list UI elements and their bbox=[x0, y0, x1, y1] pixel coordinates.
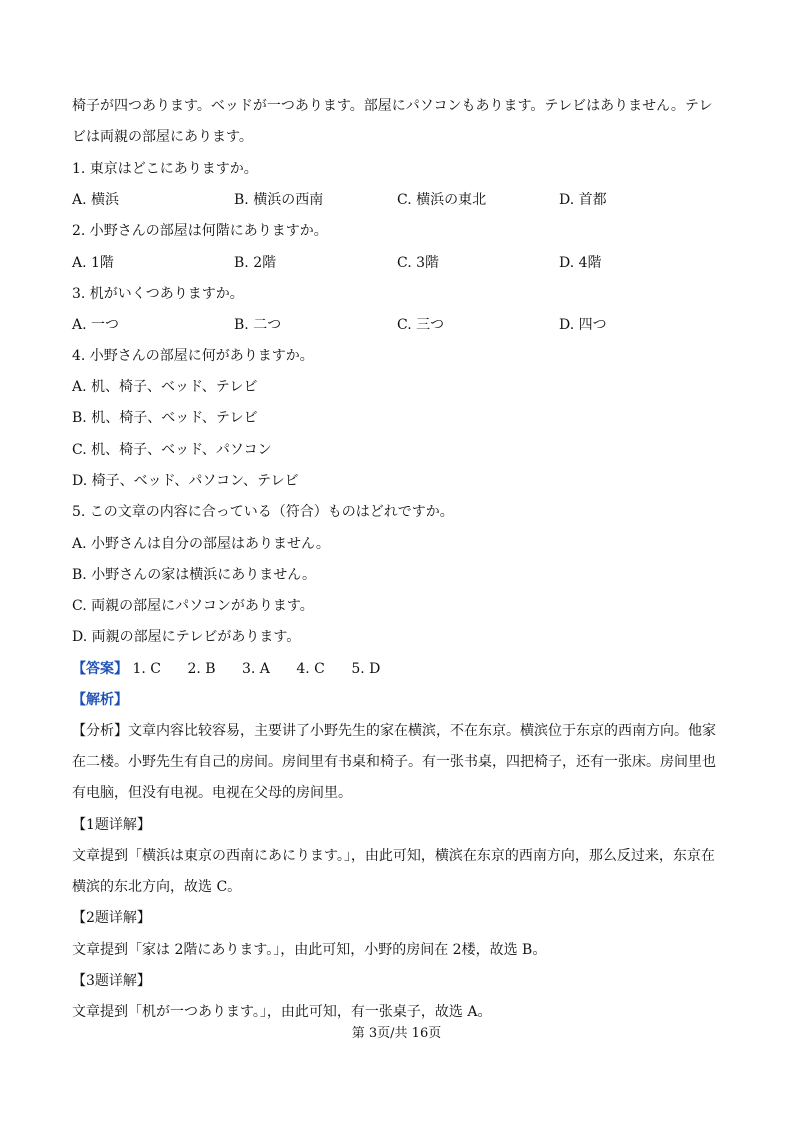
q2-option-d: D. 4階 bbox=[559, 255, 602, 271]
analysis-summary-line-2: 在二楼。小野先生有自己的房间。房间里有书桌和椅子。有一张书桌，四把椅子，还有一张床。房间里也 bbox=[72, 754, 716, 770]
passage-line-1: 椅子が四つあります。ベッドが一つあります。部屋にパソコンもあります。テレビはありません。テレ bbox=[72, 98, 713, 114]
answer-item: 2. B bbox=[187, 661, 216, 677]
q2-option-c: C. 3階 bbox=[397, 255, 440, 271]
page-footer: 第 3页/共 16页 bbox=[351, 1026, 442, 1041]
q5-option-d: D. 両親の部屋にテレビがあります。 bbox=[72, 629, 301, 645]
answer-item: 3. A bbox=[242, 661, 270, 677]
detail-2-line-1: 文章提到「家は 2階にあります。」，由此可知，小野的房间在 2楼，故选 B。 bbox=[72, 942, 547, 958]
q1-option-a: A. 横浜 bbox=[72, 192, 120, 208]
answer-item: 4. C bbox=[296, 661, 325, 677]
q1-option-d: D. 首都 bbox=[559, 192, 607, 208]
q3-option-b: B. 二つ bbox=[234, 317, 282, 333]
q3-option-a: A. 一つ bbox=[72, 317, 120, 333]
question-2: 2. 小野さんの部屋は何階にありますか。 bbox=[72, 223, 328, 239]
answer-label: 【答案】 bbox=[72, 661, 128, 677]
q2-option-a: A. 1階 bbox=[72, 255, 114, 271]
analysis-summary-line-3: 有电脑，但没有电视。电视在父母的房间里。 bbox=[72, 785, 352, 801]
detail-1-heading: 【1题详解】 bbox=[72, 817, 151, 833]
q4-option-c: C. 机、椅子、ベッド、パソコン bbox=[72, 442, 272, 458]
q3-option-d: D. 四つ bbox=[559, 317, 607, 333]
answer-row bbox=[72, 659, 402, 679]
q1-option-b: B. 横浜の西南 bbox=[234, 192, 324, 208]
detail-3-heading: 【3题详解】 bbox=[72, 973, 151, 989]
q4-option-d: D. 椅子、ベッド、パソコン、テレビ bbox=[72, 473, 299, 489]
detail-1-line-2: 横滨的东北方向，故选 C。 bbox=[72, 879, 242, 895]
question-3: 3. 机がいくつありますか。 bbox=[72, 286, 244, 302]
question-4: 4. 小野さんの部屋に何がありますか。 bbox=[72, 348, 314, 364]
detail-2-heading: 【2题详解】 bbox=[72, 910, 151, 926]
q2-option-b: B. 2階 bbox=[234, 255, 277, 271]
q5-option-c: C. 両親の部屋にパソコンがあります。 bbox=[72, 598, 314, 614]
analysis-label: 【解析】 bbox=[72, 692, 128, 708]
question-5: 5. この文章の内容に合っている（符合）ものはどれですか。 bbox=[72, 504, 454, 520]
q4-option-b: B. 机、椅子、ベッド、テレビ bbox=[72, 410, 258, 426]
passage-line-2: ビは両親の部屋にあります。 bbox=[72, 129, 253, 145]
q5-option-a: A. 小野さんは自分の部屋はありません。 bbox=[72, 536, 330, 552]
detail-1-line-1: 文章提到「横浜は東京の西南にあにります。」，由此可知，横滨在东京的西南方向，那么反过来，东京在 bbox=[72, 848, 715, 864]
detail-3-line-1: 文章提到「机が一つあります。」，由此可知，有一张桌子，故选 A。 bbox=[72, 1004, 492, 1020]
q5-option-b: B. 小野さんの家は横浜にありません。 bbox=[72, 567, 317, 583]
q4-option-a: A. 机、椅子、ベッド、テレビ bbox=[72, 379, 258, 395]
answer-item: 1. C bbox=[132, 661, 161, 677]
answer-item: 5. D bbox=[351, 661, 381, 677]
q1-option-c: C. 横浜の東北 bbox=[397, 192, 487, 208]
analysis-summary-line-1: 【分析】文章内容比较容易，主要讲了小野先生的家在横滨，不在东京。横滨位于东京的西南方向。他家 bbox=[72, 723, 716, 739]
question-1: 1. 東京はどこにありますか。 bbox=[72, 161, 258, 177]
q3-option-c: C. 三つ bbox=[397, 317, 445, 333]
